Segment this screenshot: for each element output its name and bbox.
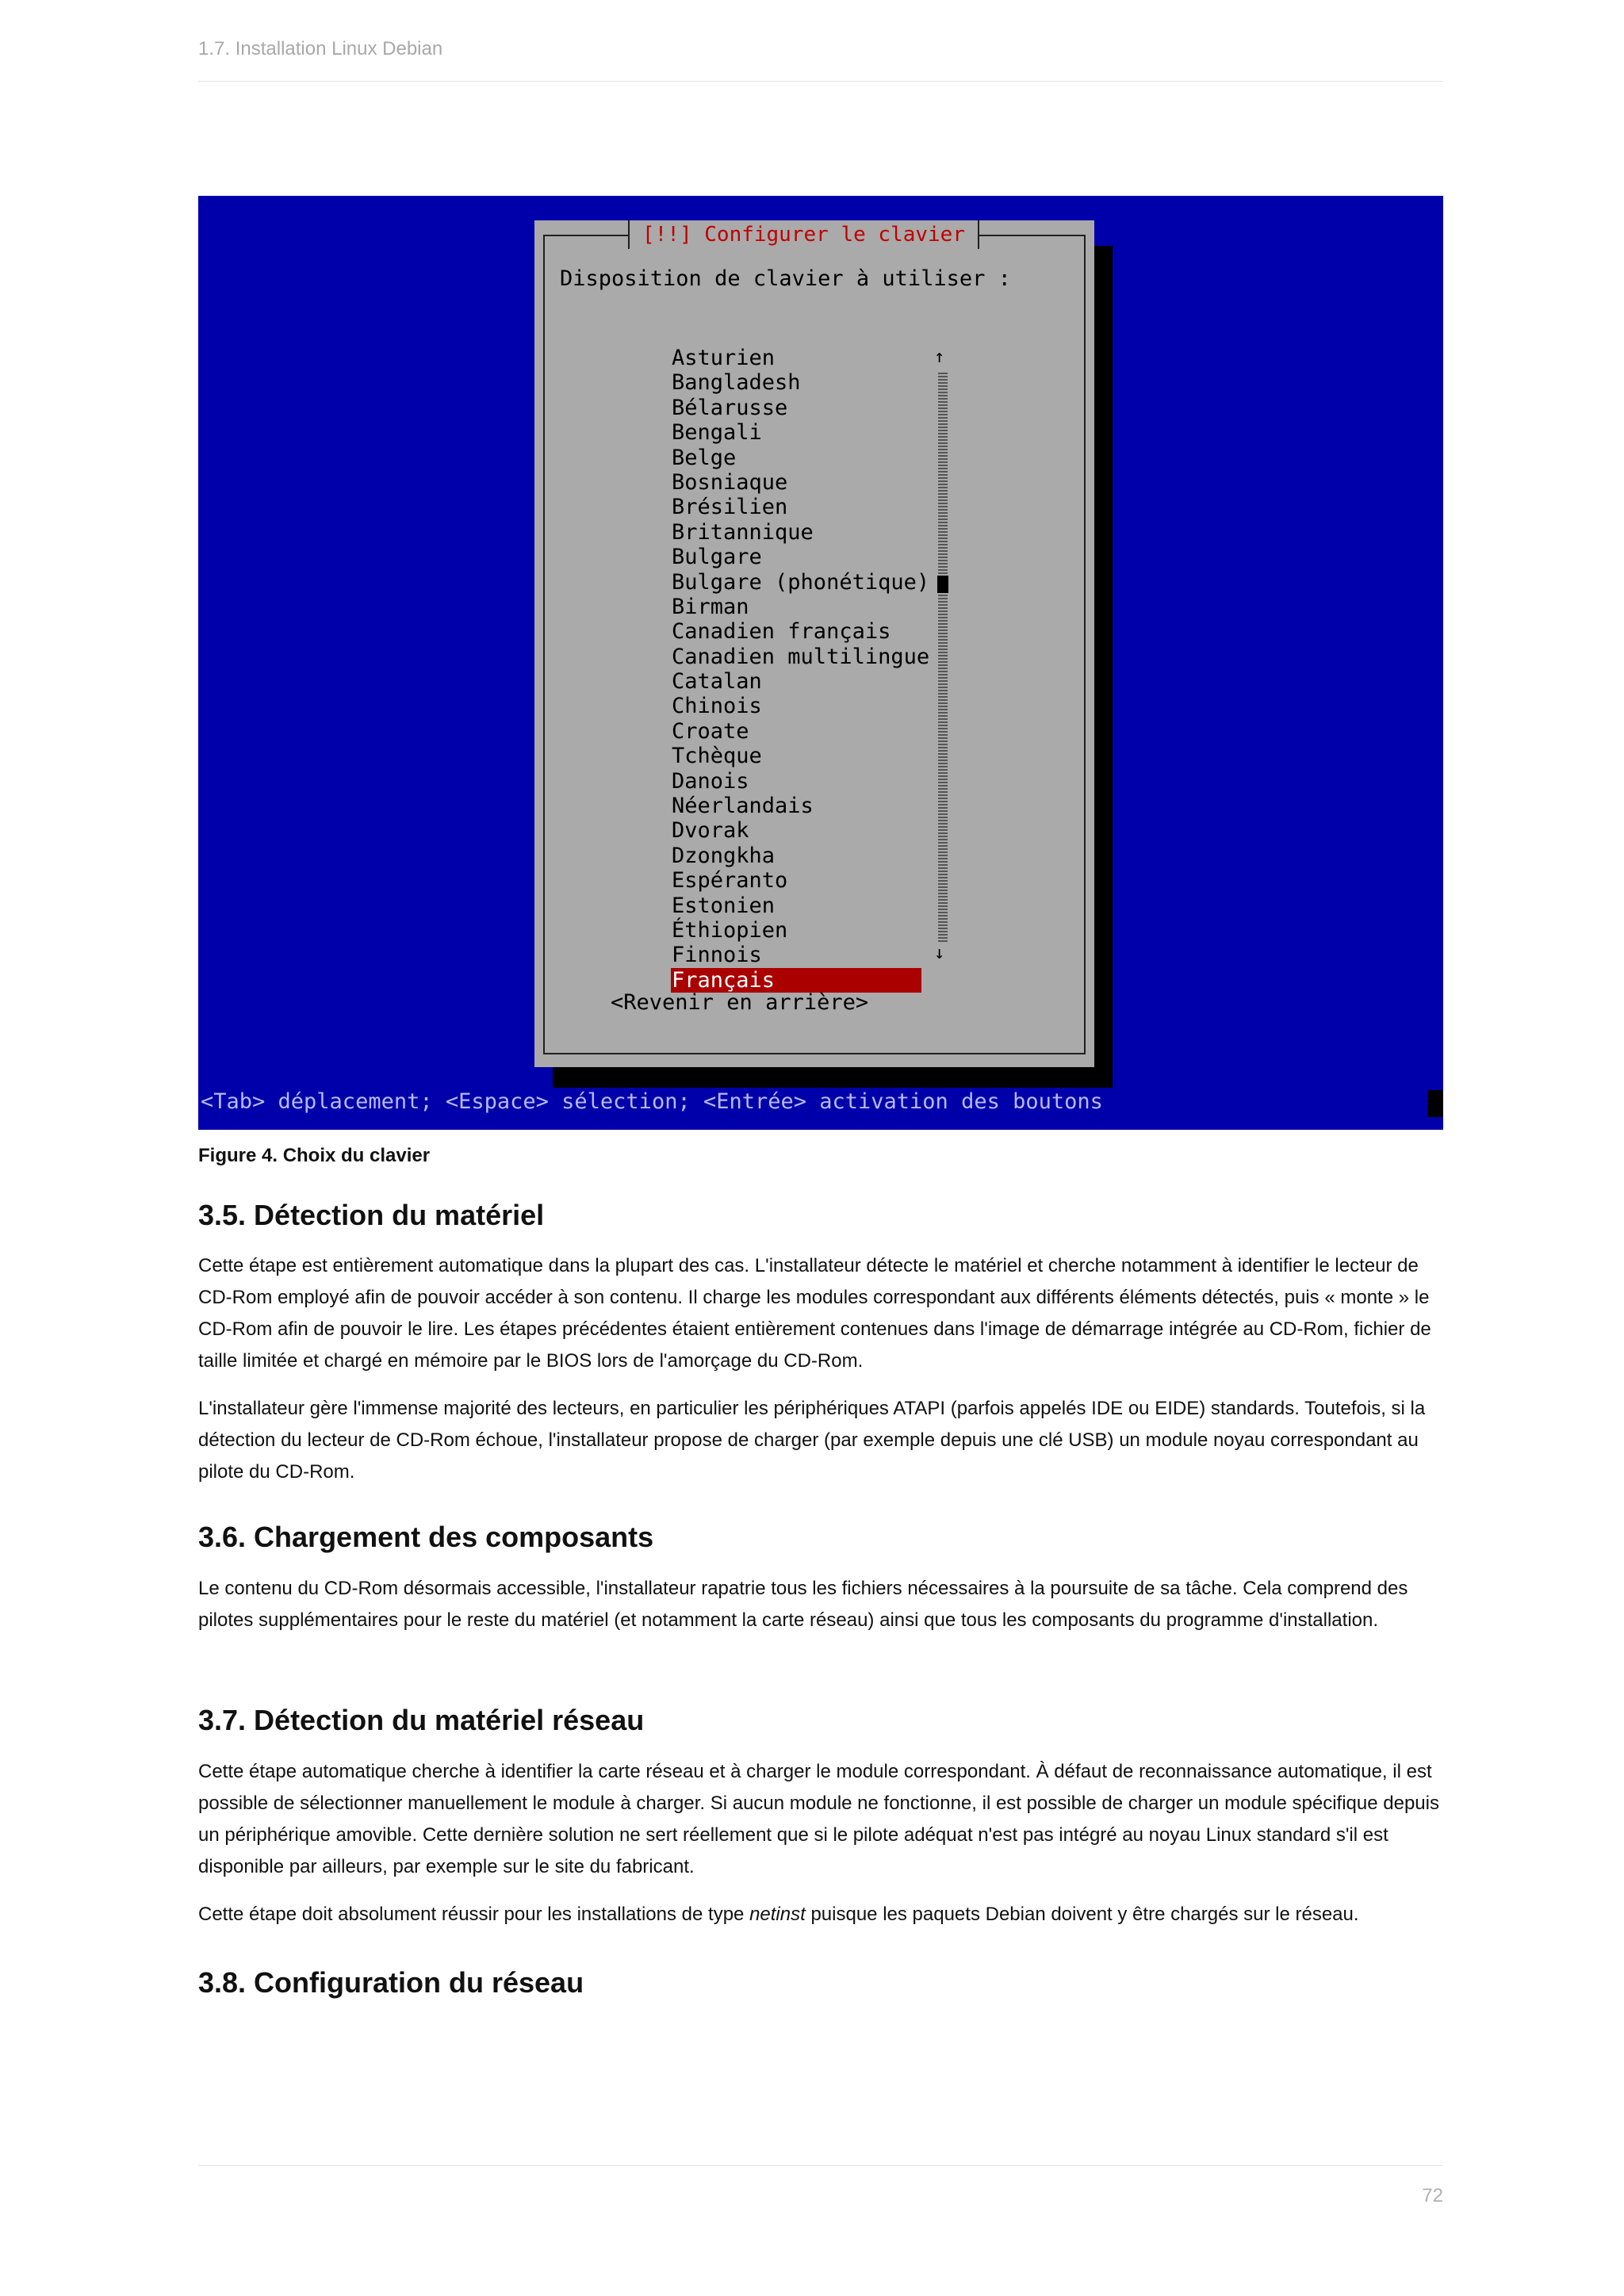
scroll-down-arrow-icon[interactable]: ↓: [934, 943, 945, 963]
dialog-title: [!!] Configurer le clavier: [628, 220, 979, 249]
scrollbar-thumb[interactable]: [937, 576, 948, 593]
keyboard-layout-item[interactable]: Bangladesh: [672, 370, 801, 396]
keyboard-layout-item[interactable]: Bulgare: [672, 545, 762, 570]
screen-bottom-strip: [198, 1117, 1443, 1130]
keyboard-layout-item[interactable]: Danois: [672, 768, 749, 794]
keyboard-layout-item[interactable]: Tchèque: [672, 744, 762, 769]
keyboard-layout-item[interactable]: Brésilien: [672, 495, 788, 520]
paragraph: Cette étape est entièrement automatique dans la plupart des cas. L'installateur détecte le matériel et cherche notamment à identifier le lecteur de CD-Rom employé afin de pouvoir accéder à son contenu. Il charge les modules correspondant aux différents éléments détectés, puis « monte » le CD-Rom afin de pouvoir le lire. Les étapes précédentes étaient entièrement contenues dans l'image de démarrage intégrée au CD-Rom, fichier de taille limitée et chargé en mémoire par le BIOS lors de l'amorçage du CD-Rom.: [198, 1255, 1431, 1372]
back-button[interactable]: <Revenir en arrière>: [611, 990, 869, 1015]
keyboard-layout-item[interactable]: Britannique: [672, 519, 814, 545]
keyboard-layout-item[interactable]: Espéranto: [672, 868, 788, 894]
keyboard-layout-item[interactable]: Croate: [672, 718, 749, 744]
keyboard-layout-item[interactable]: Bengali: [672, 420, 762, 446]
section-title-3-6: 3.6. Chargement des composants: [198, 1521, 654, 1553]
keyboard-layout-item[interactable]: Estonien: [672, 893, 776, 918]
scroll-up-arrow-icon[interactable]: ↑: [934, 347, 945, 367]
section-title-3-5: 3.5. Détection du matériel: [198, 1199, 545, 1231]
emphasis-netinst: netinst: [749, 1904, 806, 1925]
paragraph: Cette étape automatique cherche à identifier la carte réseau et à charger le module correspondant. À défaut de reconnaissance automatique, il est possible de sélectionner manuellement le module à charger. Si aucun module ne fonctionne, il est possible de charger un module spécifique depuis un périphérique amovible. Cette dernière solution ne sert réellement que si le pilote adéquat n'est pas intégré au noyau Linux standard s'il est disponible par ailleurs, par exemple sur le site du fabricant.: [198, 1761, 1439, 1877]
keyboard-layout-item[interactable]: Asturien: [672, 346, 776, 370]
keyboard-layout-item[interactable]: Bélarusse: [672, 395, 788, 420]
keyboard-layout-item[interactable]: Birman: [672, 594, 749, 619]
figure-caption: Figure 4. Choix du clavier: [198, 1145, 431, 1166]
footer-divider: [198, 2165, 1443, 2166]
keyboard-layout-list[interactable]: [671, 346, 930, 993]
section-title-3-7: 3.7. Détection du matériel réseau: [198, 1704, 645, 1736]
scrollbar-track[interactable]: [938, 371, 948, 942]
keyboard-layout-item[interactable]: Chinois: [672, 694, 762, 719]
keyboard-layout-item[interactable]: Canadien français: [672, 619, 891, 645]
installer-screenshot: [198, 196, 1443, 1130]
keyboard-layout-item[interactable]: Catalan: [672, 669, 762, 695]
text-run: puisque les paquets Debian doivent y être chargés sur le réseau.: [805, 1904, 1359, 1925]
keyboard-layout-item[interactable]: Dvorak: [672, 818, 749, 844]
status-bar: <Tab> déplacement; <Espace> sélection; <Entrée> activation des boutons: [198, 1088, 1430, 1116]
paragraph: L'installateur gère l'immense majorité des lecteurs, en particulier les périphériques ATAPI (parfois appelés IDE ou EIDE) standards. Toutefois, si la détection du lecteur de CD-Rom échoue, l'installateur propose de charger (par exemple depuis une clé USB) un module noyau correspondant au pilote du CD-Rom.: [198, 1398, 1426, 1483]
keyboard-layout-item[interactable]: Bosniaque: [672, 469, 788, 495]
running-header: 1.7. Installation Linux Debian: [198, 38, 443, 59]
header-divider: [198, 81, 1443, 82]
paragraph: Le contenu du CD-Rom désormais accessible, l'installateur rapatrie tous les fichiers nécessaires à la poursuite de sa tâche. Cela comprend des pilotes supplémentaires pour le reste du matériel (et notamment la carte réseau) ainsi que tous les composants du programme d'installation.: [198, 1578, 1408, 1631]
keyboard-layout-item[interactable]: Canadien multilingue: [672, 644, 930, 669]
page-number: 72: [1422, 2185, 1443, 2206]
keyboard-layout-item[interactable]: Finnois: [672, 943, 762, 968]
keyboard-dialog: [534, 220, 1094, 1067]
keyboard-layout-item[interactable]: Bulgare (phonétique): [672, 569, 930, 595]
keyboard-layout-item[interactable]: Éthiopien: [672, 917, 788, 943]
text-run: Cette étape doit absolument réussir pour les installations de type: [198, 1904, 750, 1925]
dialog-prompt: Disposition de clavier à utiliser :: [560, 266, 1011, 291]
section-title-3-8: 3.8. Configuration du réseau: [198, 1966, 584, 1999]
keyboard-layout-item[interactable]: Dzongkha: [672, 843, 776, 868]
paragraph: [198, 1899, 1445, 1931]
keyboard-layout-item[interactable]: Français: [671, 968, 921, 993]
keyboard-layout-item[interactable]: Belge: [672, 445, 737, 470]
keyboard-layout-item[interactable]: Néerlandais: [672, 794, 814, 819]
